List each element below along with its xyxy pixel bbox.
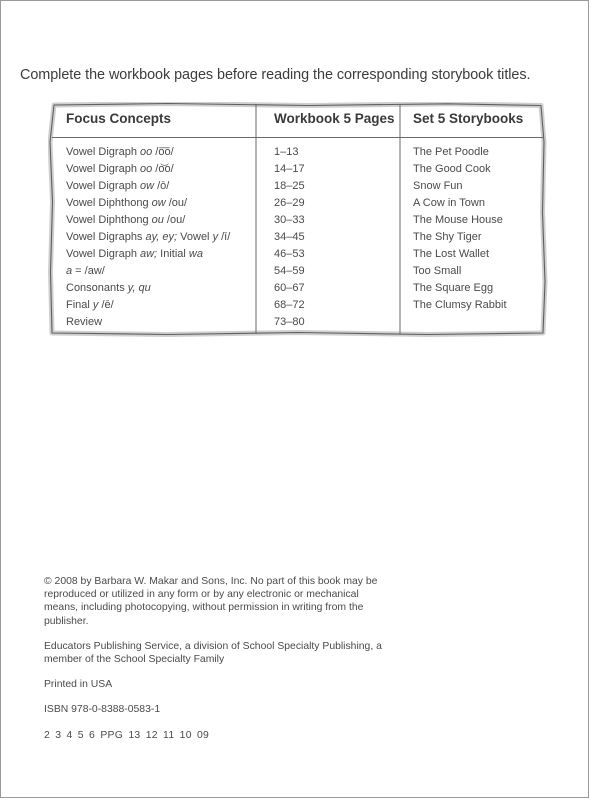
concept-cell: Vowel Diphthong ow /ou/ — [66, 197, 188, 209]
concept-cell: Vowel Digraphs ay, ey; Vowel y /ī/ — [66, 231, 231, 243]
copyright-notice: © 2008 by Barbara W. Makar and Sons, Inc. No part of this book may be reproduced or utilized in any form or by any electronic or mechanical means, including photocopying, without permission in writing from the publisher. — [44, 576, 378, 627]
pages-cell: 73–80 — [274, 316, 305, 328]
pages-cell: 1–13 — [274, 146, 299, 158]
storybook-cell: Snow Fun — [413, 180, 463, 192]
storybook-cell: A Cow in Town — [413, 197, 485, 209]
workbook-pages-column — [274, 144, 305, 331]
print-line: 2 3 4 5 6 PPG 13 12 11 10 09 — [44, 729, 210, 741]
storybook-cell: The Pet Poodle — [413, 146, 489, 158]
concept-cell: Vowel Diphthong ou /ou/ — [66, 214, 186, 226]
pages-cell: 68–72 — [274, 299, 305, 311]
storybook-cell: The Square Egg — [413, 282, 494, 294]
concepts-table — [48, 102, 548, 337]
storybooks-column — [413, 144, 507, 314]
pages-cell: 26–29 — [274, 197, 305, 209]
storybook-cell: The Mouse House — [413, 214, 503, 226]
concept-cell: Vowel Digraph oo /o͝o/ — [66, 163, 174, 175]
pages-cell: 30–33 — [274, 214, 305, 226]
pages-cell: 18–25 — [274, 180, 305, 192]
pages-cell: 60–67 — [274, 282, 305, 294]
isbn: ISBN 978-0-8388-0583-1 — [44, 704, 161, 716]
concept-cell: a = /aw/ — [66, 265, 105, 277]
concept-cell: Vowel Digraph ow /ō/ — [66, 180, 170, 192]
storybook-cell: The Good Cook — [413, 163, 491, 175]
pages-cell: 14–17 — [274, 163, 305, 175]
storybook-cell: Too Small — [413, 265, 462, 277]
footer-copyright-block — [44, 575, 384, 754]
storybook-cell: The Shy Tiger — [413, 231, 482, 243]
pages-cell: 54–59 — [274, 265, 305, 277]
pages-cell: 34–45 — [274, 231, 305, 243]
concept-cell: Review — [66, 316, 103, 328]
intro-instruction: Complete the workbook pages before reading the corresponding storybook titles. — [20, 67, 531, 83]
concept-cell: Vowel Digraph aw; Initial wa — [66, 248, 203, 260]
pages-cell: 46–53 — [274, 248, 305, 260]
publisher-notice: Educators Publishing Service, a division of School Specialty Publishing, a member of the School Specialty Family — [44, 640, 382, 666]
storybook-cell: The Clumsy Rabbit — [413, 299, 507, 311]
header-focus-concepts: Focus Concepts — [66, 111, 172, 126]
concept-cell: Final y /ē/ — [66, 299, 114, 311]
storybook-cell: The Lost Wallet — [413, 248, 490, 260]
focus-concepts-column — [66, 144, 230, 331]
header-storybooks: Set 5 Storybooks — [413, 111, 524, 126]
concept-cell: Consonants y, qu — [66, 282, 151, 294]
header-workbook-pages: Workbook 5 Pages — [274, 111, 395, 126]
concept-cell: Vowel Digraph oo /o͞o/ — [66, 146, 174, 158]
printed-in: Printed in USA — [44, 679, 113, 691]
